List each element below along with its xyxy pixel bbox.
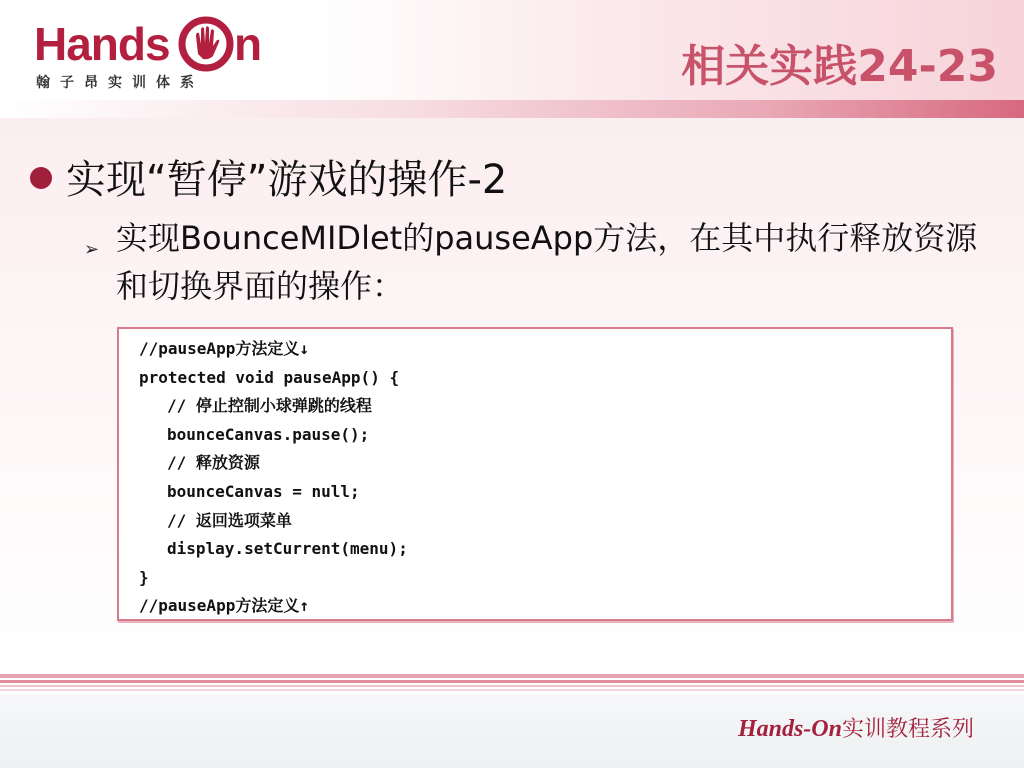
handson-logo xyxy=(34,14,274,94)
hand-o-icon xyxy=(176,14,236,74)
code-line: // 停止控制小球弹跳的线程 xyxy=(167,396,372,416)
code-line: //pauseApp方法定义↑ xyxy=(139,596,309,616)
code-line: bounceCanvas = null; xyxy=(167,481,360,501)
code-line: display.setCurrent(menu); xyxy=(167,539,408,559)
code-line: bounceCanvas.pause(); xyxy=(167,424,370,444)
code-line: // 返回选项菜单 xyxy=(167,510,292,530)
code-line: // 释放资源 xyxy=(167,453,260,473)
bullet-dot-icon xyxy=(30,167,52,189)
arrow-bullet-icon: ➢ xyxy=(84,239,100,260)
logo-text: Hands xyxy=(34,18,170,70)
bullet-level2 xyxy=(84,214,1004,310)
slide-title: 相关实践24-23 xyxy=(681,41,998,92)
code-line: protected void pauseApp() { xyxy=(139,367,400,387)
code-line: //pauseApp方法定义↓ xyxy=(139,339,309,358)
logo-on-text: n xyxy=(234,18,263,70)
footer-stripes xyxy=(0,674,1024,694)
footer-series xyxy=(738,712,974,743)
code-block xyxy=(117,327,953,621)
header-stripe xyxy=(0,100,1024,118)
bullet-level1-text: 实现“暂停”游戏的操作-2 xyxy=(66,157,508,203)
logo-subtitle: 翰子昂实训体系 xyxy=(36,75,204,91)
footer-series-text: 实训教程系列 xyxy=(841,717,974,742)
footer-brand: Hands-On xyxy=(737,716,842,742)
code-line: } xyxy=(139,567,149,587)
bullet-level1 xyxy=(30,148,1010,205)
bullet-level2-text: 实现BounceMIDlet的pauseApp方法，在其中执行释放资源和切换界面的操作： xyxy=(116,219,978,305)
